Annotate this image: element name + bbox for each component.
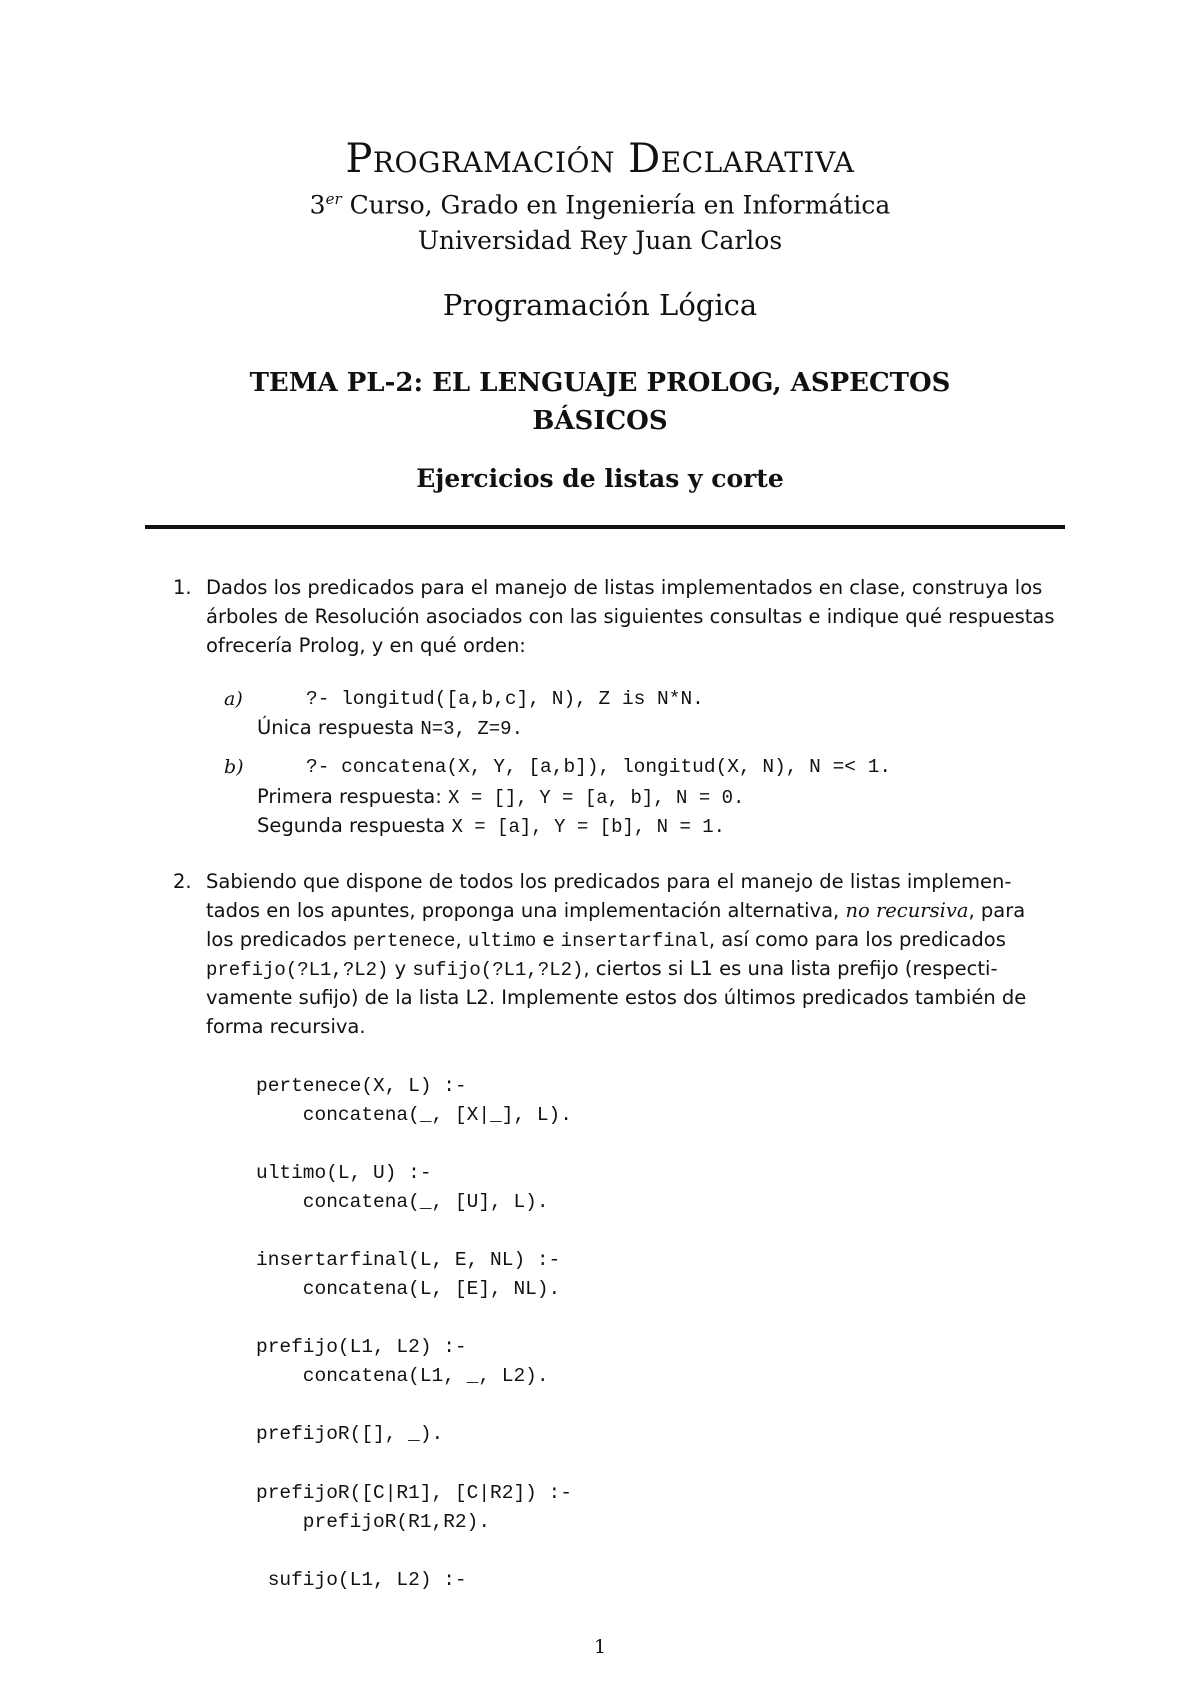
exercise-1-number: 1. bbox=[173, 576, 192, 599]
exercise-2-line-3 bbox=[206, 928, 1006, 952]
exercise-1a-answer bbox=[257, 716, 523, 740]
text-fragment: y bbox=[388, 957, 413, 980]
course-description: Curso, Grado en Ingeniería en Informática bbox=[341, 190, 891, 220]
section-subtitle: Ejercicios de listas y corte bbox=[416, 464, 784, 493]
answer-value: N=3, Z=9. bbox=[420, 718, 523, 740]
exercise-2-line-2 bbox=[206, 899, 1025, 922]
code-line: concatena(L1, _, L2). bbox=[256, 1365, 549, 1387]
emphasis-no-recursiva: no recursiva bbox=[845, 899, 969, 922]
exercise-2-number: 2. bbox=[173, 870, 192, 893]
code-line: concatena(_, [U], L). bbox=[256, 1191, 549, 1213]
horizontal-rule bbox=[145, 525, 1065, 529]
exercise-2-line-1: Sabiendo que dispone de todos los predicados para el manejo de listas implemen- bbox=[206, 870, 1012, 893]
exercise-1a-label: a) bbox=[224, 688, 243, 710]
tema-title bbox=[0, 364, 1200, 440]
answer-value: X = [a], Y = [b], N = 1. bbox=[451, 816, 726, 838]
code-line: concatena(_, [X|_], L). bbox=[256, 1104, 572, 1126]
code-line: prefijo(L1, L2) :- bbox=[256, 1336, 467, 1358]
code-line: prefijoR([C|R1], [C|R2]) :- bbox=[256, 1482, 572, 1504]
code-line: ultimo(L, U) :- bbox=[256, 1162, 432, 1184]
predicate-prefijo: prefijo(?L1,?L2) bbox=[206, 959, 389, 981]
code-line: pertenece(X, L) :- bbox=[256, 1075, 467, 1097]
exercise-2-line-4 bbox=[206, 957, 998, 981]
text-fragment: los predicados bbox=[206, 928, 353, 951]
predicate-insertarfinal: insertarfinal bbox=[560, 930, 709, 952]
text-fragment: , ciertos si L1 es una lista prefijo (respecti- bbox=[583, 957, 998, 980]
exercise-2-line-5: vamente sufijo) de la lista L2. Implemente estos dos últimos predicados también de bbox=[206, 986, 1027, 1009]
predicate-ultimo: ultimo bbox=[467, 930, 537, 952]
exercise-1b-label: b) bbox=[224, 756, 244, 778]
course-title: Programación Declarativa bbox=[345, 136, 855, 182]
answer-value: X = [], Y = [a, b], N = 0. bbox=[448, 787, 745, 809]
exercise-1b-query: ?- concatena(X, Y, [a,b]), longitud(X, N), N =< 1. bbox=[306, 756, 892, 778]
course-year-suffix: er bbox=[325, 190, 342, 208]
code-line: insertarfinal(L, E, NL) :- bbox=[256, 1249, 561, 1271]
answer-prefix: Segunda respuesta bbox=[257, 814, 452, 837]
exercise-1-line-1: Dados los predicados para el manejo de listas implementados en clase, construya los bbox=[206, 576, 1043, 599]
exercise-1-line-2: árboles de Resolución asociados con las siguientes consultas e indique qué respuestas bbox=[206, 605, 1055, 628]
exercise-1b-second-answer bbox=[257, 814, 725, 838]
text-fragment: , bbox=[455, 928, 468, 951]
tema-title-line-1: TEMA PL-2: EL LENGUAJE PROLOG, ASPECTOS bbox=[249, 368, 951, 398]
university: Universidad Rey Juan Carlos bbox=[417, 226, 783, 255]
text-fragment: , así como para los predicados bbox=[708, 928, 1006, 951]
code-line: prefijoR([], _). bbox=[256, 1423, 444, 1445]
subject-title: Programación Lógica bbox=[442, 288, 758, 322]
text-fragment: , para bbox=[968, 899, 1026, 922]
course-year: 3 bbox=[309, 190, 326, 220]
text-fragment: e bbox=[536, 928, 561, 951]
code-line: sufijo(L1, L2) :- bbox=[256, 1569, 467, 1591]
tema-title-line-2: BÁSICOS bbox=[532, 406, 668, 436]
exercise-2-line-6: forma recursiva. bbox=[206, 1015, 366, 1038]
course-line bbox=[0, 190, 1200, 219]
predicate-sufijo: sufijo(?L1,?L2) bbox=[412, 959, 584, 981]
exercise-1a-query: ?- longitud([a,b,c], N), Z is N*N. bbox=[306, 688, 704, 710]
code-line: prefijoR(R1,R2). bbox=[256, 1511, 491, 1533]
exercise-1-line-3: ofrecería Prolog, y en qué orden: bbox=[206, 634, 526, 657]
answer-prefix: Primera respuesta: bbox=[257, 785, 449, 808]
answer-prefix: Única respuesta bbox=[257, 716, 421, 739]
code-line: concatena(L, [E], NL). bbox=[256, 1278, 561, 1300]
page-number: 1 bbox=[593, 1636, 607, 1658]
predicate-pertenece: pertenece bbox=[352, 930, 456, 952]
exercise-1b-first-answer bbox=[257, 785, 744, 809]
text-fragment: tados en los apuntes, proponga una implementación alternativa, bbox=[206, 899, 846, 922]
